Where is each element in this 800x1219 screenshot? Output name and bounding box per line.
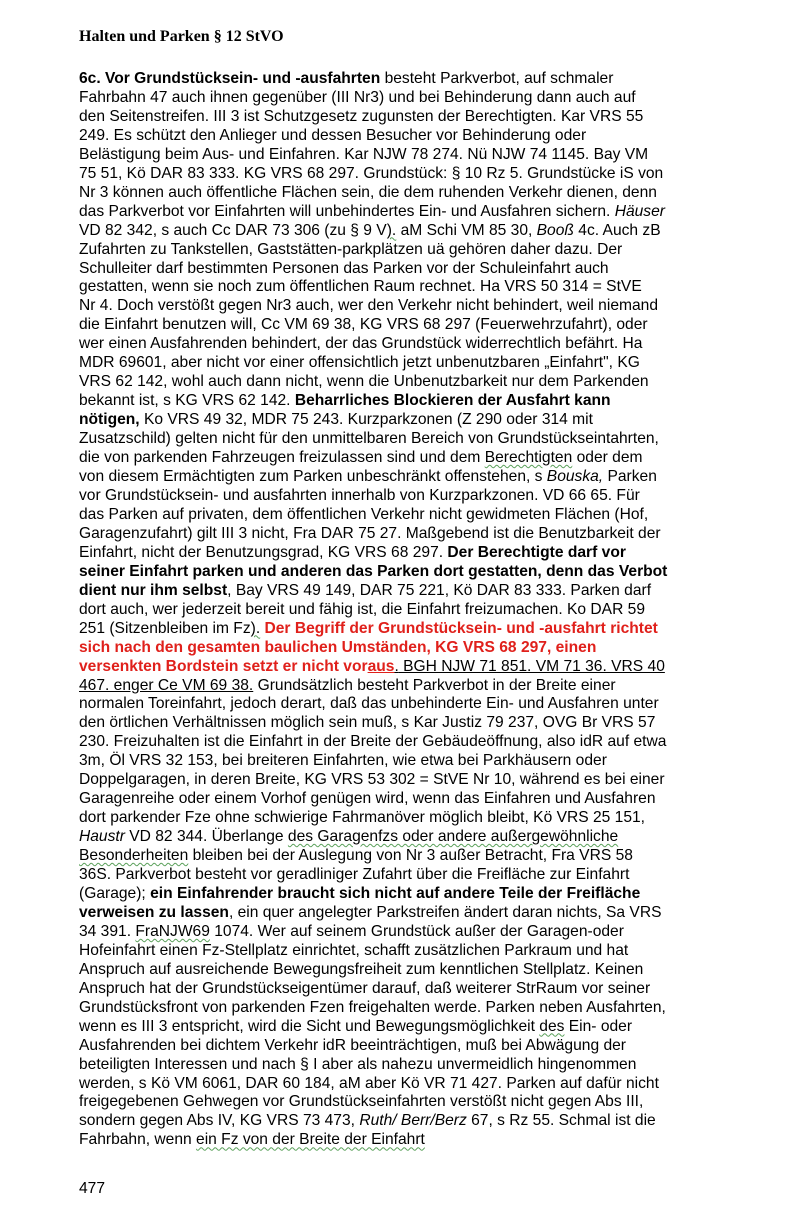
text-run: Doppelgaragen, in deren Breite, KG VRS 53 302 = StVE Nr 10, während es bei einer: [79, 771, 665, 789]
text-run: VRS 62 142, wohl auch dann nicht, wenn die Unbenutzbarkeit nur dem Parkenden: [79, 373, 649, 391]
text-line: [79, 639, 769, 658]
text-run: Ein- oder: [564, 1017, 633, 1035]
text-run: Der Berechtigte darf vor: [447, 543, 626, 561]
text-run: von diesem Ermächtigten zum Parken unbeschränkt offenstehen, s: [79, 468, 547, 486]
text-run: , ein quer angelegter Parkstreifen ändert daran nichts, Sa VRS: [228, 903, 662, 921]
text-run: besteht Parkverbot, auf schmaler: [380, 70, 614, 87]
text-run: ).: [386, 221, 397, 239]
text-run: Grundstücksfront von parkenden Fzen freigehalten werde. Parken neben Ausfahrten,: [79, 998, 666, 1016]
text-run: ein Fz von der Breite der Einfahrt: [196, 1131, 425, 1149]
text-line: [79, 89, 769, 108]
text-line: [79, 354, 769, 373]
text-line: [79, 999, 769, 1018]
text-run: Zusatzschild) gelten nicht für den unmittelbaren Bereich von Grundstückseintahrten,: [79, 430, 659, 448]
text-line: [79, 278, 769, 297]
text-run: wer einen Ausfahrenden behindert, der das Grundstück widerrechtlich befährt. Ha: [79, 335, 643, 353]
text-run: Nr 4. Doch verstößt gegen Nr3 auch, wer den Verkehr nicht behindert, weil niemand: [79, 297, 659, 315]
text-run: 75 51, Kö DAR 83 333. KG VRS 68 297. Grundstück: § 10 Rz 5. Grundstücke iS von: [79, 164, 664, 182]
text-run: Anspruch hat der Grundstückseigentümer darauf, daß weiterer StrRaum vor seiner: [79, 979, 651, 997]
text-line: [79, 923, 769, 942]
text-line: [79, 1018, 769, 1037]
text-run: Bouska,: [546, 468, 604, 486]
text-run: 249. Es schützt den Anlieger und dessen Besucher vor Behinderung oder: [79, 126, 587, 144]
text-line: [79, 430, 769, 449]
text-run: des Garagenfzs oder andere außergewöhnliche: [287, 828, 619, 846]
text-line: [79, 942, 769, 961]
text-line: [79, 1075, 769, 1094]
text-run: Zufahrten zu Tankstellen, Gaststätten-parkplätzen uä gehören daher dazu. Der: [79, 240, 623, 258]
text-run: Fahrbahn, wenn: [79, 1131, 197, 1149]
text-run: , Bay VRS 49 149, DAR 75 221, Kö DAR 83 333. Parken darf: [227, 581, 652, 599]
text-line: [79, 373, 769, 392]
text-line: [79, 468, 769, 487]
body-text: [79, 70, 769, 1150]
text-run: das Parken auf privaten, dem öffentlichen Verkehr nicht gewidmeten Flächen (Hof,: [79, 505, 649, 523]
text-run: 34 391.: [79, 922, 136, 940]
text-run: Schulleiter darf bestimmten Personen das Parken vor der Schuleinfahrt auch: [79, 259, 609, 277]
text-line: [79, 165, 769, 184]
text-run: aM Schi VM 85 30,: [396, 221, 537, 239]
text-line: [79, 790, 769, 809]
text-line: [79, 563, 769, 582]
text-run: Booß: [536, 221, 574, 239]
text-line: [79, 487, 769, 506]
text-run: (Garage);: [79, 884, 151, 902]
text-run: 251 (Sitzenbleiben im Fz: [79, 619, 251, 637]
text-run: Grundsätzlich besteht Parkverbot in der Breite einer: [253, 676, 616, 694]
text-run: werden, s Kö VM 6061, DAR 60 184, aM aber Kö VR 71 427. Parken auf dafür nicht: [79, 1074, 659, 1092]
text-run: Anspruch auf ausreichende Bewegungsfreiheit zum kenntlichen Stellplatz. Keinen: [79, 960, 644, 978]
text-line: [79, 677, 769, 696]
text-run: ein Einfahrender braucht sich nicht auf andere Teile der Freifläche: [150, 884, 641, 902]
text-run: 67, s Rz 55. Schmal ist die: [466, 1112, 656, 1130]
text-line: [79, 316, 769, 335]
text-line: [79, 885, 769, 904]
text-run: bleiben bei der Auslegung von Nr 3 außer Betracht, Fra VRS 58: [188, 847, 633, 865]
text-run: MDR 69601, aber nicht vor einer offensichtlich jetzt unbenutzbaren „Einfahrt", KG: [79, 354, 640, 372]
text-line: [79, 335, 769, 354]
text-line: [79, 297, 769, 316]
text-run: den Seitenstreifen. III 3 ist Schutzgesetz zugunsten der Berechtigten. Kar VRS 55: [79, 107, 644, 125]
text-run: 36S. Parkverbot besteht vor geradliniger Zufahrt über die Freifläche zur Einfahrt: [79, 866, 630, 884]
text-line: [79, 241, 769, 260]
text-run: Der Begriff der Grundstücksein- und -ausfahrt richtet: [260, 619, 658, 637]
text-run: nötigen,: [79, 411, 140, 429]
text-run: Garagenreihe oder einem Vorhof genügen wird, wenn das Einfahren und Ausfahren: [79, 790, 656, 808]
text-run: die Einfahrt benutzen will, Cc VM 69 38, KG VRS 68 297 (Feuerwehrzufahrt), oder: [79, 316, 648, 334]
text-run: sich nach den gesamten baulichen Umständen, KG VRS 68 297, einen: [79, 638, 597, 656]
text-line: [79, 620, 769, 639]
text-run: versenkten Bordstein setzt er nicht vor: [79, 657, 368, 675]
text-run: 467. enger Ce VM 69 38.: [79, 676, 254, 694]
text-line: [79, 809, 769, 828]
text-run: beteiligten Interessen und nach § I aber als nahezu unvermeidlich hingenommen: [79, 1055, 637, 1073]
text-line: [79, 847, 769, 866]
text-line: [79, 411, 769, 430]
text-line: [79, 1131, 769, 1150]
text-line: [79, 70, 769, 89]
text-run: Hofeinfahrt einen Fz-Stellplatz einrichtet, schafft zusätzlichen Parkraum und hat: [79, 941, 629, 959]
text-line: [79, 203, 769, 222]
text-run: Ausfahrenden bei dichtem Verkehr idR beeinträchtigen, muß bei Abwägung der: [79, 1036, 626, 1054]
text-run: Berechtigten: [484, 449, 573, 467]
text-run: oder dem: [572, 449, 643, 467]
text-line: [79, 260, 769, 279]
text-run: Nr 3 können auch öffentliche Flächen sein, die dem ruhenden Verkehr dienen, denn: [79, 183, 657, 201]
text-run: verweisen zu lassen: [79, 903, 229, 921]
text-run: Beharrliches Blockieren der Ausfahrt kann: [294, 392, 611, 410]
text-line: [79, 771, 769, 790]
text-line: [79, 733, 769, 752]
text-line: [79, 658, 769, 677]
text-run: VD 82 342, s auch Cc DAR 73 306 (zu § 9 V: [79, 221, 387, 239]
text-run: Fahrbahn 47 auch ihnen gegenüber (III Nr3) und bei Behinderung dann auch auf: [79, 88, 636, 106]
text-run: 230. Freizuhalten ist die Einfahrt in der Breite der Gebäudeöffnung, also idR auf etwa: [79, 733, 667, 751]
text-run: seiner Einfahrt parken und anderen das Parken dort gestatten, denn das Verbot: [79, 562, 668, 580]
page-number: 477: [79, 1180, 106, 1197]
text-run: sondern gegen Abs IV, KG VRS 73 473,: [79, 1112, 360, 1130]
text-line: [79, 828, 769, 847]
text-line: [79, 582, 769, 601]
text-run: Ko VRS 49 32, MDR 75 243. Kurzparkzonen (Z 290 oder 314 mit: [139, 411, 593, 429]
text-run: BGH NJW 71 851. VM 71 36. VRS 40: [398, 657, 665, 675]
text-run: VD 82 344. Überlange: [124, 828, 288, 846]
text-run: Einfahrt, nicht der Benutzungsgrad, KG VRS 68 297.: [79, 543, 448, 561]
text-run: Belästigung beim Aus- und Einfahren. Kar NJW 78 274. Nü NJW 74 1145. Bay VM: [79, 145, 649, 163]
text-line: [79, 108, 769, 127]
text-line: [79, 904, 769, 923]
page-header-title: Halten und Parken § 12 StVO: [79, 28, 284, 45]
text-line: [79, 1037, 769, 1056]
text-run: vor Grundstücksein- und ausfahrten innerhalb von Kurzparkzonen. VD 66 65. Für: [79, 486, 640, 504]
text-line: [79, 146, 769, 165]
text-line: [79, 392, 769, 411]
text-run: gestatten, wenn sie noch zum öffentlichen Raum rechnet. Ha VRS 50 314 = StVE: [79, 278, 642, 296]
text-run: bekannt ist, s KG VRS 62 142.: [79, 392, 295, 410]
text-line: [79, 714, 769, 733]
text-line: [79, 1112, 769, 1131]
text-run: dort parkender Fze ohne schwierige Fahrmanöver möglich bleibt, Kö VRS 25 151,: [79, 809, 646, 827]
text-line: [79, 980, 769, 999]
text-run: normalen Toreinfahrt, jedoch derart, daß das unbehinderte Ein- und Ausfahren unter: [79, 695, 659, 713]
text-run: 1074. Wer auf seinem Grundstück außer der Garagen-oder: [209, 922, 624, 940]
text-line: [79, 222, 769, 241]
text-line: [79, 1093, 769, 1112]
text-line: [79, 752, 769, 771]
text-run: freigegebenen Gehwegen vor Grundstückseinfahrten verstößt nicht gegen Abs III,: [79, 1093, 644, 1111]
text-run: 3m, Öl VRS 32 153, bei breiteren Einfahrten, wie etwa bei Parkhäusern oder: [79, 752, 607, 770]
text-run: ).: [250, 619, 261, 637]
text-run: dient nur ihm selbst: [79, 581, 228, 599]
text-run: Besonderheiten: [79, 847, 189, 865]
text-line: [79, 544, 769, 563]
text-run: Parken: [603, 468, 657, 486]
text-line: [79, 601, 769, 620]
text-line: [79, 1056, 769, 1075]
text-run: .: [394, 657, 399, 675]
text-line: [79, 506, 769, 525]
text-line: [79, 961, 769, 980]
text-run: den örtlichen Verhältnissen möglich sein muß, s Kar Justiz 79 237, OVG Br VRS 57: [79, 714, 656, 732]
text-run: des: [539, 1017, 565, 1035]
text-run: Häuser: [614, 202, 665, 220]
text-line: [79, 695, 769, 714]
text-run: Haustr: [79, 828, 125, 846]
text-run: aus: [367, 657, 395, 675]
text-run: dort auch, wer jederzeit bereit und fähig ist, die Einfahrt freizumachen. Ko DAR 59: [79, 600, 646, 618]
text-line: [79, 525, 769, 544]
text-run: wenn es III 3 entspricht, wird die Sicht und Bewegungsmöglichkeit: [79, 1017, 540, 1035]
text-run: Garagenzufahrt) gilt III 3 nicht, Fra DAR 75 27. Maßgebend ist die Benutzbarkeit der: [79, 524, 661, 542]
text-line: [79, 127, 769, 146]
text-line: [79, 866, 769, 885]
text-line: [79, 449, 769, 468]
text-run: die von parkenden Fahrzeugen freizulassen sind und dem: [79, 449, 485, 467]
text-run: das Parkverbot vor Einfahrten will unbehindertes Ein- und Ausfahren sichern.: [79, 202, 615, 220]
text-run: 4c. Auch zB: [573, 221, 661, 239]
text-run: FraNJW69: [135, 922, 210, 940]
text-run: 6c. Vor Grundstücksein- und -ausfahrten: [79, 70, 381, 87]
text-run: Ruth/ Berr/Berz: [359, 1112, 467, 1130]
text-line: [79, 184, 769, 203]
